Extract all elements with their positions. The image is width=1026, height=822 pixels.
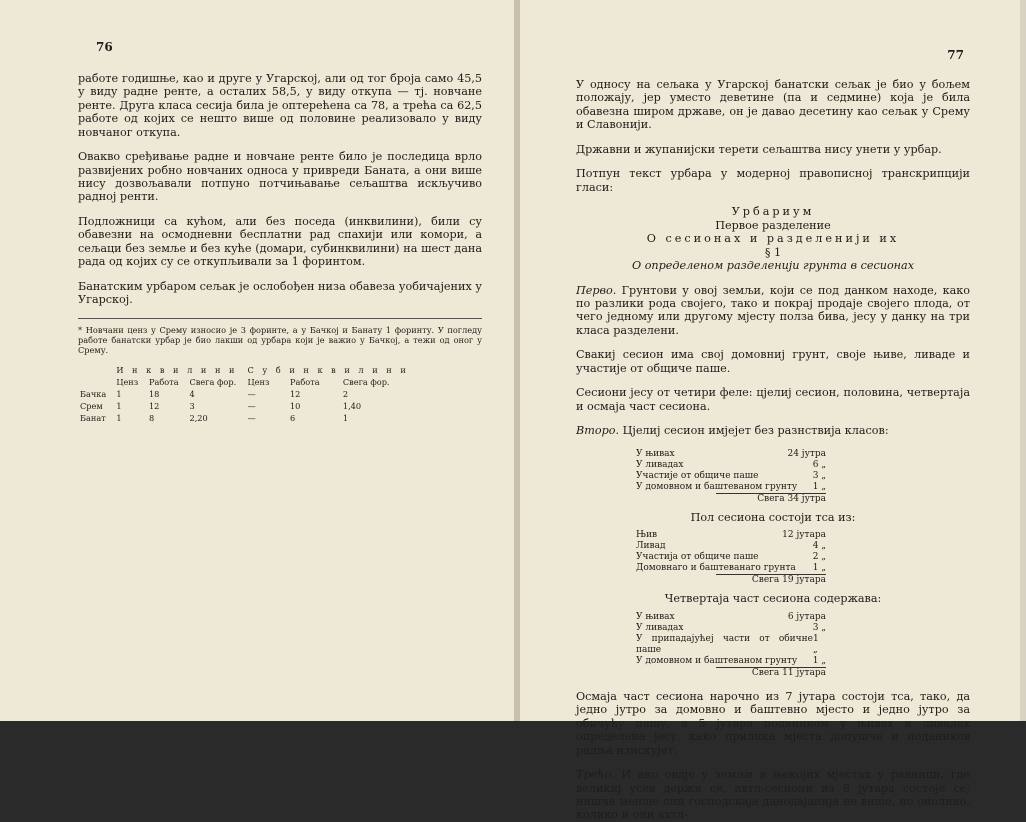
subheading: О определеном разделенији грунта в сесионах xyxy=(631,259,915,273)
table-row: Банат 1 8 2,20 — 6 1 xyxy=(80,412,349,423)
paragraph: Банатским урбаром сељак је ослобођен низа обавеза уобичајених у Угарској. xyxy=(78,279,482,307)
table-row: Ливад 4 „ xyxy=(636,541,826,552)
paragraph: Овакво сређивање радне и новчане ренте било је последица врло развијених робно новчаних односа у привреди Баната, а они више нису дозвољавали потпуно потчињавање сељаштва искључиво радној ренти. xyxy=(78,150,482,204)
right-page xyxy=(520,0,1020,822)
paragraph-lead: Перво. xyxy=(576,283,617,297)
table-row: У њивах 24 јутра xyxy=(636,449,826,460)
footnote: * Новчани ценз у Срему износио је 3 форинте, а у Бачкој и Банату 1 форинту. У погледу работе банатски урбар је био лакши од урбара који је важио у Бачкој, а тежи од оног у Срему. xyxy=(78,318,482,355)
left-page xyxy=(0,0,520,721)
table-row: Участија от общиче паше 2 „ xyxy=(636,552,826,563)
paragraph: Подложници са кућом, али без поседа (инквилини), били су обавезни на осмодневни бесплатни рад спахији или комори, а сељаци без земље и без куће (домари, субинквилини) на шест дана рада од којих су се откупљивали за 1 форинтом. xyxy=(78,215,482,269)
footnote-table xyxy=(78,363,419,425)
table-total: Свега 11 јутара xyxy=(716,667,826,679)
paragraph: Сесиони јесу от четири феле: цјелиј сесион, половина, четвертаја и осмаја част сесиона. xyxy=(576,386,970,413)
table-row: У домовном и баштеваном грунту 1 „ xyxy=(636,482,826,493)
section-heading: Первое разделение xyxy=(715,218,831,232)
half-session-heading: Пол сесиона состоји тса из: xyxy=(690,511,856,525)
left-page-body xyxy=(78,72,482,307)
table-row: Срем 1 12 3 — 10 1,40 xyxy=(80,400,362,411)
paragraph: Државни и жупанијски терети сељаштва нису унети у урбар. xyxy=(576,142,942,156)
table-row: У њивах 6 јутара xyxy=(636,611,826,622)
section-sign: § 1 xyxy=(764,245,782,259)
section-heading: О сесионах и разделенији их xyxy=(646,232,900,246)
table-header: И н к в и л и н и С у б и н к в и л и н и xyxy=(116,364,409,375)
page-number: 76 xyxy=(96,40,113,54)
paragraph: работе годишње, као и друге у Угарској, али од тог броја само 45,5 у виду радне ренте, а осталих 58,5, у виду откупа — тј. новчане ренте. Друга класа сесија била је оптерећена са 78, а трећа са 62,5 работе од којих се нешто више од половине реализовало у виду новчаног откупа. xyxy=(78,72,482,139)
paragraph: Свакиј сесион има свој домовниј грунт, своје њиве, ливаде и участије от общиче паше. xyxy=(576,348,970,375)
paragraph-text: Цјелиј сесион имјејет без разнствија класов: xyxy=(619,424,889,438)
paragraph-text: И ако овдје у земљи в њекојих мјестах у равници, где великиј усев держи се, ахтл-сесиони из 8 јутара состоје се; нишча менше они господскаја данодајанија не више, но онолико, колико и они ахтл- xyxy=(576,768,970,822)
table-row: Домовнаго и баштеванаго грунта 1 „ xyxy=(636,563,826,574)
half-session-table xyxy=(636,530,826,586)
table-row: У ливадах 6 „ xyxy=(636,460,826,471)
table-row: У припадајућеј части от обичне паше 1 „ xyxy=(636,633,819,655)
full-session-table xyxy=(636,449,826,505)
paragraph xyxy=(576,768,970,822)
paragraph-text: Грунтови у овој земљи, који се под данком находе, како по разлики рода својего, тако и покрај продаје својего плода, от чего једному или другому мјесту полза бива, јесу у данку на три класа разделени. xyxy=(576,283,970,337)
table-row: Участије от общиче паше 3 „ xyxy=(636,471,826,482)
table-row: У ливадах 3 „ xyxy=(636,622,826,633)
quarter-session-table xyxy=(636,612,826,679)
urbar-title: Урбариум xyxy=(731,205,815,219)
table-row: У домовном и баштеваном грунту 1 „ xyxy=(636,655,826,666)
page-number: 77 xyxy=(947,48,964,62)
table-row: Њив 12 јутара xyxy=(636,530,826,541)
table-row: Бачка 1 18 4 — 12 2 xyxy=(80,388,349,399)
quarter-session-heading: Четвертаја част сесиона содержава: xyxy=(664,592,882,606)
right-page-body xyxy=(576,78,970,822)
paragraph xyxy=(576,424,970,437)
paragraph: Осмаја част сесиона нарочно из 7 јутара состоји тса, тако, да једно јутро за домовно и баштевно мјесто и једно јутро за обичућу пашу, а 5 јутара подaником у њивах и ливадах определена јесу, како прилика мјеста допушча и подаников радња изискујет. xyxy=(576,690,970,757)
table-total: Свега 19 јутара xyxy=(716,574,826,586)
paragraph: У односу на сељака у Угарској банатски сељак је био у бољем положају, јер уместо деветине (па и седмине) која је била обавезна широм државе, он је давао десетину као сељак у Срему и Славонији. xyxy=(576,78,970,132)
paragraph: Потпун текст урбара у модерној правописној транскрипцији гласи: xyxy=(576,167,970,194)
table-total: Свега 34 јутра xyxy=(716,493,826,505)
paragraph-lead: Трећо. xyxy=(576,768,615,782)
paragraph-lead: Второ. xyxy=(576,424,620,438)
table-header: Ценз Работа Свега фор. Ценз Работа Свега фор. xyxy=(116,376,390,387)
paragraph xyxy=(576,284,970,338)
